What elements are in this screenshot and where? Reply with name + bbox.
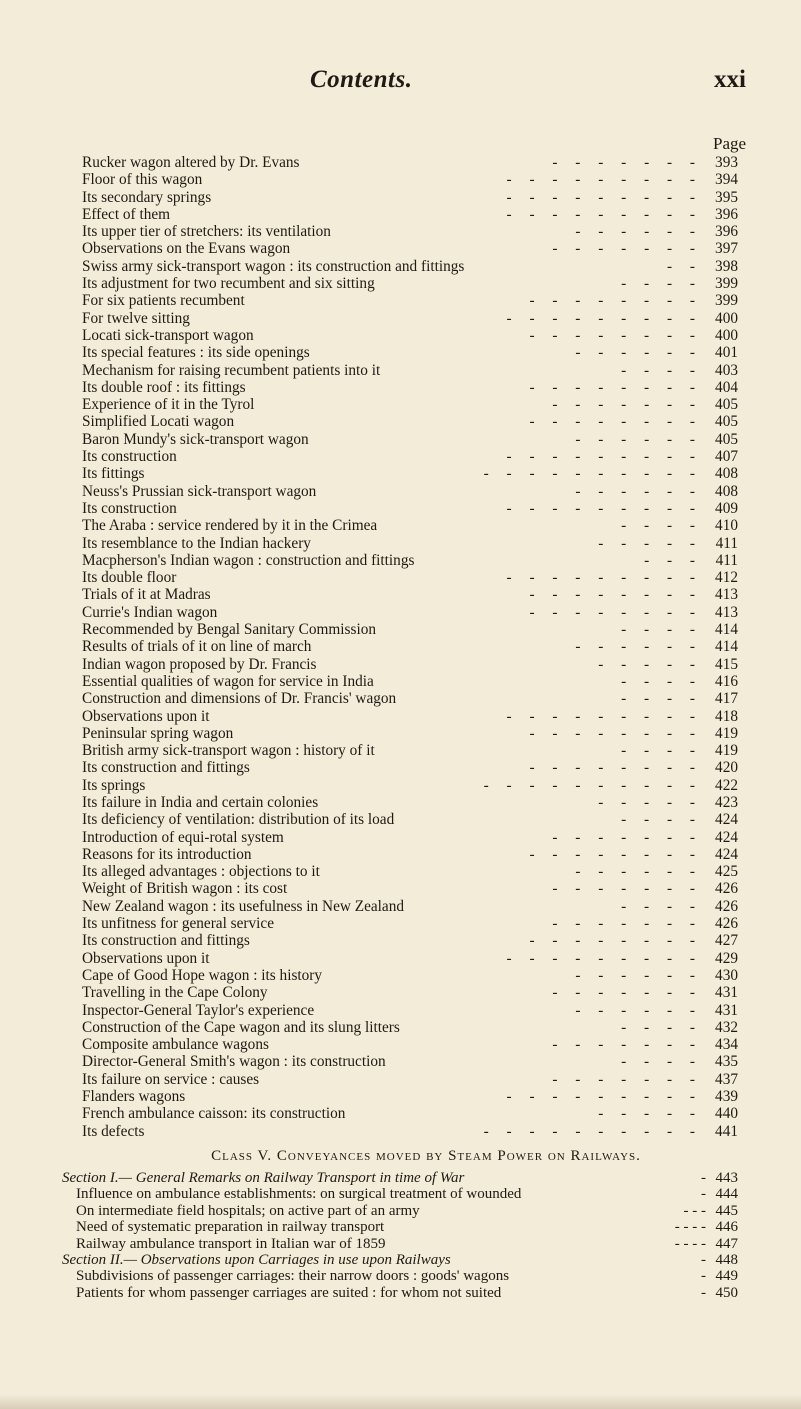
entry-title: Mechanism for raising recumbent patients into it bbox=[82, 361, 381, 379]
contents-entry bbox=[82, 258, 738, 275]
entry-page-number: 426 bbox=[715, 880, 738, 898]
contents-entry bbox=[62, 1236, 738, 1252]
entry-title: Cape of Good Hope wagon : its history bbox=[82, 966, 323, 984]
entry-page-number: 398 bbox=[715, 257, 738, 275]
contents-entry bbox=[62, 1219, 738, 1235]
entry-title: Baron Mundy's sick-transport wagon bbox=[82, 430, 309, 448]
entry-page-number: 450 bbox=[715, 1284, 738, 1301]
contents-entry bbox=[82, 275, 738, 292]
entry-title: Neuss's Prussian sick-transport wagon bbox=[82, 482, 317, 500]
entry-page-number: 420 bbox=[715, 759, 738, 777]
entry-page-number: 400 bbox=[715, 326, 738, 344]
entry-title: Section II.— Observations upon Carriages in use upon Railways bbox=[62, 1251, 451, 1268]
entry-page-number: 408 bbox=[715, 482, 738, 500]
dot-leader: - - - - - - bbox=[575, 638, 702, 656]
dot-leader: - - - - - bbox=[598, 655, 702, 673]
contents-entry bbox=[82, 206, 738, 223]
entry-title: Railway ambulance transport in Italian war of 1859 bbox=[76, 1235, 386, 1252]
dot-leader: - - - - bbox=[621, 1018, 702, 1036]
contents-entry bbox=[82, 552, 738, 569]
entry-page-number: 431 bbox=[715, 984, 738, 1002]
contents-entry bbox=[82, 1002, 738, 1019]
dot-leader: - - - - - - - - bbox=[529, 724, 702, 742]
contents-entry bbox=[82, 327, 738, 344]
entry-title: Currie's Indian wagon bbox=[82, 603, 218, 621]
contents-entry bbox=[82, 1019, 738, 1036]
dot-leader: - bbox=[701, 1251, 706, 1268]
dot-leader: - - bbox=[666, 257, 702, 275]
contents-entry bbox=[82, 1105, 738, 1122]
entry-page-number: 427 bbox=[715, 932, 738, 950]
contents-entry bbox=[62, 1186, 738, 1202]
dot-leader: - - - - - bbox=[598, 1105, 702, 1123]
contents-entry bbox=[82, 725, 738, 742]
entry-title: New Zealand wagon : its usefulness in New Zealand bbox=[82, 897, 404, 915]
contents-entry bbox=[82, 569, 738, 586]
entry-page-number: 396 bbox=[715, 205, 738, 223]
entry-title: Its alleged advantages : objections to it bbox=[82, 863, 320, 881]
entry-page-number: 424 bbox=[715, 828, 738, 846]
entry-title: Composite ambulance wagons bbox=[82, 1036, 269, 1054]
entry-page-number: 412 bbox=[715, 569, 738, 587]
entry-page-number: 397 bbox=[715, 240, 738, 258]
contents-entry bbox=[82, 967, 738, 984]
dot-leader: - - - - - - bbox=[575, 1001, 702, 1019]
dot-leader: - - - - - - - bbox=[552, 1070, 702, 1088]
entry-title: Subdivisions of passenger carriages: their narrow doors : goods' wagons bbox=[76, 1268, 510, 1285]
entry-page-number: 411 bbox=[715, 551, 738, 569]
dot-leader: - - - - - - - bbox=[552, 396, 702, 414]
dot-leader: - - - - - bbox=[598, 793, 702, 811]
entry-title: Travelling in the Cape Colony bbox=[82, 984, 268, 1002]
dot-leader: - - - - - - - - - bbox=[506, 309, 702, 327]
contents-entry bbox=[82, 1053, 738, 1070]
contents-entry bbox=[82, 846, 738, 863]
entry-page-number: 441 bbox=[715, 1122, 738, 1140]
entry-title: Observations upon it bbox=[82, 949, 210, 967]
entry-page-number: 446 bbox=[715, 1219, 738, 1236]
contents-entry bbox=[82, 189, 738, 206]
entry-page-number: 409 bbox=[715, 499, 738, 517]
contents-entry bbox=[62, 1268, 738, 1284]
contents-entry bbox=[82, 483, 738, 500]
entry-title: Rucker wagon altered by Dr. Evans bbox=[82, 154, 300, 171]
dot-leader: - - - - - - - bbox=[552, 915, 702, 933]
entry-title: Its unfitness for general service bbox=[82, 915, 274, 933]
entry-title: Construction and dimensions of Dr. Francis' wagon bbox=[82, 690, 397, 708]
contents-entry bbox=[82, 811, 738, 828]
contents-entry bbox=[82, 1071, 738, 1088]
dot-leader: - - - - - - - - bbox=[529, 845, 702, 863]
entry-page-number: 449 bbox=[715, 1268, 738, 1285]
entry-page-number: 443 bbox=[715, 1170, 738, 1186]
entry-title: Its double floor bbox=[82, 569, 177, 587]
dot-leader: - - - bbox=[683, 1202, 706, 1219]
entry-title: Floor of this wagon bbox=[82, 171, 203, 189]
entry-page-number: 419 bbox=[715, 724, 738, 742]
entry-page-number: 430 bbox=[715, 966, 738, 984]
entry-title: Reasons for its introduction bbox=[82, 845, 252, 863]
entry-page-number: 424 bbox=[715, 845, 738, 863]
contents-entry bbox=[82, 984, 738, 1001]
entry-page-number: 394 bbox=[715, 171, 738, 189]
entry-title: Macpherson's Indian wagon : construction and fittings bbox=[82, 551, 415, 569]
dot-leader: - - - - - - - - bbox=[529, 932, 702, 950]
entry-page-number: 444 bbox=[715, 1186, 738, 1203]
entry-page-number: 447 bbox=[715, 1235, 738, 1252]
entry-title: Essential qualities of wagon for service in India bbox=[82, 672, 374, 690]
contents-entry bbox=[82, 656, 738, 673]
dot-leader: - - - - - - - - - bbox=[506, 171, 702, 189]
dot-leader: - - - - bbox=[621, 621, 702, 639]
contents-entry bbox=[82, 638, 738, 655]
entry-page-number: 405 bbox=[715, 396, 738, 414]
dot-leader: - - - - bbox=[621, 361, 702, 379]
entry-title: Its defects bbox=[82, 1122, 145, 1140]
contents-entry bbox=[82, 604, 738, 621]
entry-page-number: 414 bbox=[715, 621, 738, 639]
entry-title: Its construction and fittings bbox=[82, 759, 250, 777]
dot-leader: - - - - bbox=[621, 897, 702, 915]
entry-page-number: 411 bbox=[715, 534, 738, 552]
entry-title: Its special features : its side openings bbox=[82, 344, 310, 362]
contents-entry bbox=[82, 448, 738, 465]
entry-page-number: 417 bbox=[715, 690, 738, 708]
entry-title: Effect of them bbox=[82, 205, 171, 223]
entry-title: French ambulance caisson: its construction bbox=[82, 1105, 346, 1123]
entry-page-number: 404 bbox=[715, 378, 738, 396]
page-column-heading: Page bbox=[713, 134, 747, 153]
entry-page-number: 416 bbox=[715, 672, 738, 690]
entry-title: Its construction bbox=[82, 499, 177, 517]
contents-entry bbox=[82, 344, 738, 361]
dot-leader: - - - - - - bbox=[575, 430, 702, 448]
entry-title: British army sick-transport wagon : history of it bbox=[82, 742, 375, 760]
dot-leader: - - - - - - - bbox=[552, 240, 702, 258]
page-bottom-edge bbox=[0, 1394, 801, 1409]
entry-page-number: 408 bbox=[715, 465, 738, 483]
contents-entry bbox=[82, 465, 738, 482]
dot-leader: - - - - - - - - - bbox=[506, 707, 702, 725]
entry-title: On intermediate field hospitals; on active part of an army bbox=[76, 1202, 420, 1219]
contents-entry bbox=[62, 1252, 738, 1268]
dot-leader: - - - - - - - - - bbox=[506, 1088, 702, 1106]
contents-entry bbox=[82, 240, 738, 257]
entry-title: Its failure on service : causes bbox=[82, 1070, 260, 1088]
contents-entry bbox=[82, 413, 738, 430]
contents-entry bbox=[82, 915, 738, 932]
contents-entry bbox=[82, 690, 738, 707]
entry-page-number: 414 bbox=[715, 638, 738, 656]
entry-page-number: 405 bbox=[715, 413, 738, 431]
dot-leader: - - - - - - - - - - bbox=[483, 1122, 702, 1140]
entry-page-number: 440 bbox=[715, 1105, 738, 1123]
dot-leader: - - - - - - - bbox=[552, 880, 702, 898]
entry-title: Its secondary springs bbox=[82, 188, 212, 206]
entry-page-number: 413 bbox=[715, 586, 738, 604]
entry-title: Section I.— General Remarks on Railway Transport in time of War bbox=[62, 1170, 465, 1186]
contents-entry bbox=[82, 310, 738, 327]
contents-entry bbox=[62, 1285, 738, 1301]
entry-page-number: 448 bbox=[715, 1251, 738, 1268]
entry-title: Trials of it at Madras bbox=[82, 586, 211, 604]
dot-leader: - - - - - - - - - bbox=[506, 188, 702, 206]
entry-title: Inspector-General Taylor's experience bbox=[82, 1001, 315, 1019]
dot-leader: - - - - - - - - bbox=[529, 292, 702, 310]
entry-title: Observations upon it bbox=[82, 707, 210, 725]
entry-title: Results of trials of it on line of march bbox=[82, 638, 312, 656]
entry-title: Its fittings bbox=[82, 465, 145, 483]
contents-entry bbox=[82, 898, 738, 915]
entry-page-number: 401 bbox=[715, 344, 738, 362]
contents-entry bbox=[82, 673, 738, 690]
contents-entry bbox=[62, 1203, 738, 1219]
entry-page-number: 405 bbox=[715, 430, 738, 448]
entry-title: The Araba : service rendered by it in the Crimea bbox=[82, 517, 378, 535]
entry-title: Need of systematic preparation in railway transport bbox=[76, 1219, 385, 1236]
entry-page-number: 410 bbox=[715, 517, 738, 535]
entry-title: Weight of British wagon : its cost bbox=[82, 880, 288, 898]
contents-entry bbox=[82, 292, 738, 309]
entry-title: Its upper tier of stretchers: its ventilation bbox=[82, 223, 331, 241]
contents-entry bbox=[82, 431, 738, 448]
entry-page-number: 426 bbox=[715, 915, 738, 933]
entry-title: Introduction of equi-rotal system bbox=[82, 828, 284, 846]
entry-title: Its construction bbox=[82, 448, 177, 466]
dot-leader: - - - - - bbox=[598, 534, 702, 552]
entry-page-number: 435 bbox=[715, 1053, 738, 1071]
entry-title: Swiss army sick-transport wagon : its construction and fittings bbox=[82, 257, 465, 275]
entry-page-number: 399 bbox=[715, 275, 738, 293]
page-number-roman: xxi bbox=[714, 66, 746, 93]
entry-page-number: 403 bbox=[715, 361, 738, 379]
dot-leader: - - - - - - - - - - bbox=[483, 465, 702, 483]
entry-title: Observations on the Evans wagon bbox=[82, 240, 291, 258]
dot-leader: - - - - bbox=[621, 811, 702, 829]
dot-leader: - bbox=[701, 1284, 706, 1301]
dot-leader: - - - - bbox=[674, 1219, 706, 1236]
entry-page-number: 434 bbox=[715, 1036, 738, 1054]
entry-title: Director-General Smith's wagon : its construction bbox=[82, 1053, 386, 1071]
entry-page-number: 396 bbox=[715, 223, 738, 241]
entry-page-number: 423 bbox=[715, 793, 738, 811]
dot-leader: - - - - - - - - bbox=[529, 326, 702, 344]
contents-entry bbox=[82, 759, 738, 776]
dot-leader: - bbox=[701, 1170, 706, 1186]
contents-entry bbox=[82, 396, 738, 413]
entry-page-number: 445 bbox=[715, 1202, 738, 1219]
contents-entry bbox=[82, 379, 738, 396]
contents-entry bbox=[82, 621, 738, 638]
dot-leader: - - - - - - - - - bbox=[506, 499, 702, 517]
contents-entry bbox=[82, 1123, 738, 1140]
dot-leader: - - - bbox=[644, 551, 702, 569]
entry-title: For six patients recumbent bbox=[82, 292, 245, 310]
contents-entry bbox=[82, 500, 738, 517]
dot-leader: - - - - bbox=[621, 672, 702, 690]
entry-title: Locati sick-transport wagon bbox=[82, 326, 254, 344]
class-heading: Class V. Conveyances moved by Steam Power on Railways. bbox=[211, 1148, 641, 1164]
entry-page-number: 415 bbox=[715, 655, 738, 673]
contents-entry bbox=[82, 154, 738, 171]
dot-leader: - - - - - - - - bbox=[529, 759, 702, 777]
entry-title: Peninsular spring wagon bbox=[82, 724, 234, 742]
contents-entry bbox=[82, 1088, 738, 1105]
entry-title: Recommended by Bengal Sanitary Commission bbox=[82, 621, 377, 639]
entry-page-number: 407 bbox=[715, 448, 738, 466]
section-list bbox=[62, 1170, 738, 1301]
entry-title: Construction of the Cape wagon and its slung litters bbox=[82, 1018, 400, 1036]
dot-leader: - - - - - - - - - - bbox=[483, 776, 702, 794]
contents-entry bbox=[82, 932, 738, 949]
entry-page-number: 418 bbox=[715, 707, 738, 725]
entry-page-number: 437 bbox=[715, 1070, 738, 1088]
contents-entry bbox=[82, 880, 738, 897]
entry-page-number: 431 bbox=[715, 1001, 738, 1019]
entry-page-number: 399 bbox=[715, 292, 738, 310]
entry-title: Its failure in India and certain colonies bbox=[82, 793, 319, 811]
entry-title: Patients for whom passenger carriages are suited : for whom not suited bbox=[76, 1284, 502, 1301]
dot-leader: - - - - - - bbox=[575, 482, 702, 500]
entry-title: Its construction and fittings bbox=[82, 932, 250, 950]
dot-leader: - - - - - - - - bbox=[529, 586, 702, 604]
entry-page-number: 439 bbox=[715, 1088, 738, 1106]
running-title: Contents. bbox=[310, 66, 413, 93]
contents-entry bbox=[82, 794, 738, 811]
contents-entry bbox=[82, 742, 738, 759]
dot-leader: - - - - bbox=[674, 1235, 706, 1252]
contents-entry bbox=[82, 1036, 738, 1053]
dot-leader: - - - - bbox=[621, 690, 702, 708]
dot-leader: - - - - - - - - bbox=[529, 413, 702, 431]
entry-title: Experience of it in the Tyrol bbox=[82, 396, 255, 414]
entry-page-number: 413 bbox=[715, 603, 738, 621]
entry-page-number: 424 bbox=[715, 811, 738, 829]
contents-entry bbox=[82, 708, 738, 725]
dot-leader: - - - - - - bbox=[575, 223, 702, 241]
dot-leader: - - - - - - - bbox=[552, 984, 702, 1002]
entry-title: Its double roof : its fittings bbox=[82, 378, 246, 396]
dot-leader: - bbox=[701, 1186, 706, 1203]
dot-leader: - - - - - - bbox=[575, 966, 702, 984]
dot-leader: - - - - bbox=[621, 275, 702, 293]
entry-title: Indian wagon proposed by Dr. Francis bbox=[82, 655, 317, 673]
entry-title: Its adjustment for two recumbent and six sitting bbox=[82, 275, 375, 293]
dot-leader: - - - - - - bbox=[575, 863, 702, 881]
contents-entry bbox=[82, 171, 738, 188]
entry-page-number: 432 bbox=[715, 1018, 738, 1036]
dot-leader: - - - - - - - - bbox=[529, 378, 702, 396]
dot-leader: - - - - - - - bbox=[552, 828, 702, 846]
dot-leader: - - - - bbox=[621, 1053, 702, 1071]
entry-page-number: 426 bbox=[715, 897, 738, 915]
contents-entry bbox=[82, 829, 738, 846]
entry-title: Its deficiency of ventilation: distribution of its load bbox=[82, 811, 395, 829]
entry-page-number: 429 bbox=[715, 949, 738, 967]
contents-entry bbox=[82, 517, 738, 534]
entry-page-number: 400 bbox=[715, 309, 738, 327]
entry-title: For twelve sitting bbox=[82, 309, 190, 327]
contents-entry bbox=[82, 777, 738, 794]
contents-entry bbox=[82, 362, 738, 379]
contents-list bbox=[82, 154, 738, 1140]
dot-leader: - - - - - - - - - bbox=[506, 949, 702, 967]
contents-entry bbox=[82, 535, 738, 552]
entry-page-number: 422 bbox=[715, 776, 738, 794]
entry-title: Its resemblance to the Indian hackery bbox=[82, 534, 311, 552]
contents-entry bbox=[82, 863, 738, 880]
entry-page-number: 395 bbox=[715, 188, 738, 206]
contents-entry bbox=[62, 1170, 738, 1186]
entry-title: Influence on ambulance establishments: on surgical treatment of wounded bbox=[76, 1186, 522, 1203]
contents-entry bbox=[82, 950, 738, 967]
dot-leader: - - - - - - - bbox=[552, 154, 702, 171]
entry-page-number: 425 bbox=[715, 863, 738, 881]
dot-leader: - - - - - - - - - bbox=[506, 569, 702, 587]
dot-leader: - - - - - - - - bbox=[529, 603, 702, 621]
entry-title: Simplified Locati wagon bbox=[82, 413, 235, 431]
dot-leader: - bbox=[701, 1268, 706, 1285]
dot-leader: - - - - - - bbox=[575, 344, 702, 362]
contents-entry bbox=[82, 223, 738, 240]
dot-leader: - - - - bbox=[621, 517, 702, 535]
entry-page-number: 419 bbox=[715, 742, 738, 760]
entry-page-number: 393 bbox=[715, 154, 738, 171]
contents-entry bbox=[82, 586, 738, 603]
dot-leader: - - - - - - - - - bbox=[506, 448, 702, 466]
dot-leader: - - - - bbox=[621, 742, 702, 760]
dot-leader: - - - - - - - bbox=[552, 1036, 702, 1054]
dot-leader: - - - - - - - - - bbox=[506, 205, 702, 223]
entry-title: Flanders wagons bbox=[82, 1088, 186, 1106]
entry-title: Its springs bbox=[82, 776, 146, 794]
